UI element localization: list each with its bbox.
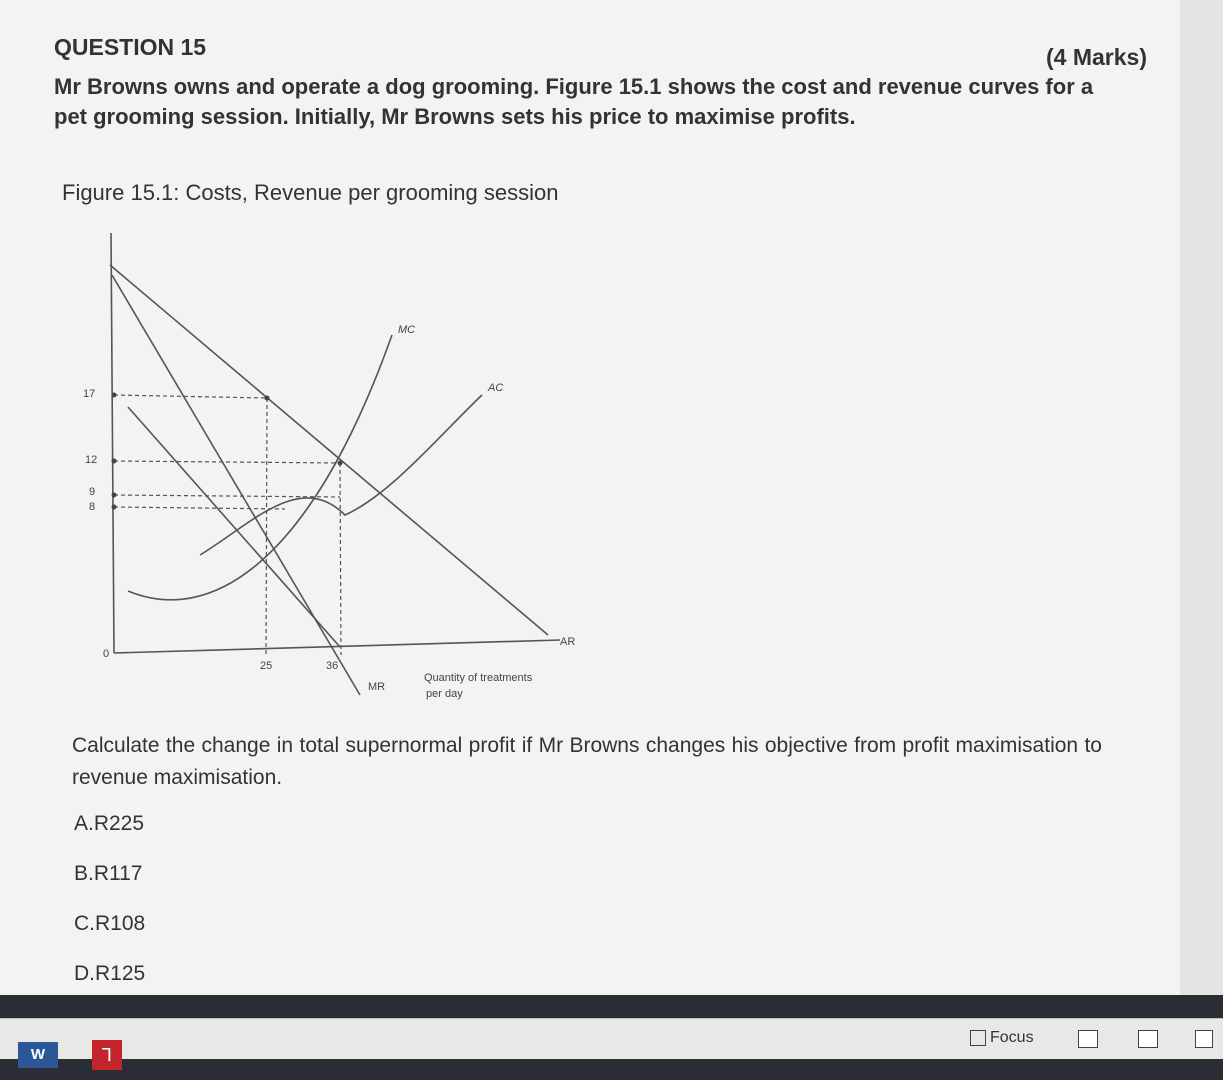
curve-label-mc: MC [398, 324, 416, 336]
focus-label: Focus [990, 1029, 1034, 1046]
question-text: Mr Browns owns and operate a dog grooming. Figure 15.1 shows the cost and revenue curves for a pet grooming session. Initially, Mr Browns sets his price to maximise profits. [54, 74, 1094, 129]
x-tick-label: 36 [326, 660, 339, 672]
option-d[interactable]: D.R125 [74, 962, 146, 985]
curve-label-ar: AR [560, 636, 576, 648]
option-c[interactable]: C.R108 [74, 912, 146, 935]
focus-mode-button[interactable] [970, 1029, 1034, 1047]
word-taskbar-icon[interactable]: W [18, 1042, 58, 1068]
web-layout-icon[interactable] [1195, 1030, 1213, 1048]
ac-curve [200, 395, 482, 555]
question-marks: (4 Marks) [1046, 44, 1147, 70]
figure-caption: Figure 15.1: Costs, Revenue per grooming session [62, 180, 559, 205]
window-edge [1180, 0, 1223, 995]
option-a[interactable]: A.R225 [74, 812, 145, 835]
mc-curve [128, 335, 392, 600]
calculation-question: Calculate the change in total supernormal profit if Mr Browns changes his objective from profit maximisation to revenue maximisation. [72, 734, 1102, 789]
y-tick-label: 17 [83, 388, 96, 400]
x-axis-label [424, 672, 533, 700]
x-tick-label: 25 [260, 660, 273, 672]
print-layout-icon[interactable] [1138, 1030, 1158, 1048]
y-tick-label: 12 [85, 454, 98, 466]
curve-label-ac: AC [488, 382, 504, 394]
x-axis-label-line2: per day [426, 688, 463, 700]
cost-revenue-chart [70, 225, 610, 715]
y-axis [111, 233, 114, 653]
focus-icon [970, 1030, 986, 1046]
x-axis-label-line1: Quantity of treatments [424, 672, 533, 684]
pdf-taskbar-icon[interactable]: ⅂ [92, 1040, 122, 1070]
y-tick-label: 9 [89, 486, 96, 498]
y-tick-label: 0 [103, 648, 110, 660]
question-header: QUESTION 15 [54, 34, 207, 60]
inner-line [128, 407, 340, 647]
option-b[interactable]: B.R117 [74, 862, 143, 885]
status-bar [0, 1018, 1223, 1059]
read-mode-icon[interactable] [1078, 1030, 1098, 1048]
x-axis [114, 640, 560, 653]
y-tick-label: 8 [89, 501, 96, 513]
curve-label-mr: MR [368, 681, 386, 693]
ar-curve [110, 265, 548, 635]
